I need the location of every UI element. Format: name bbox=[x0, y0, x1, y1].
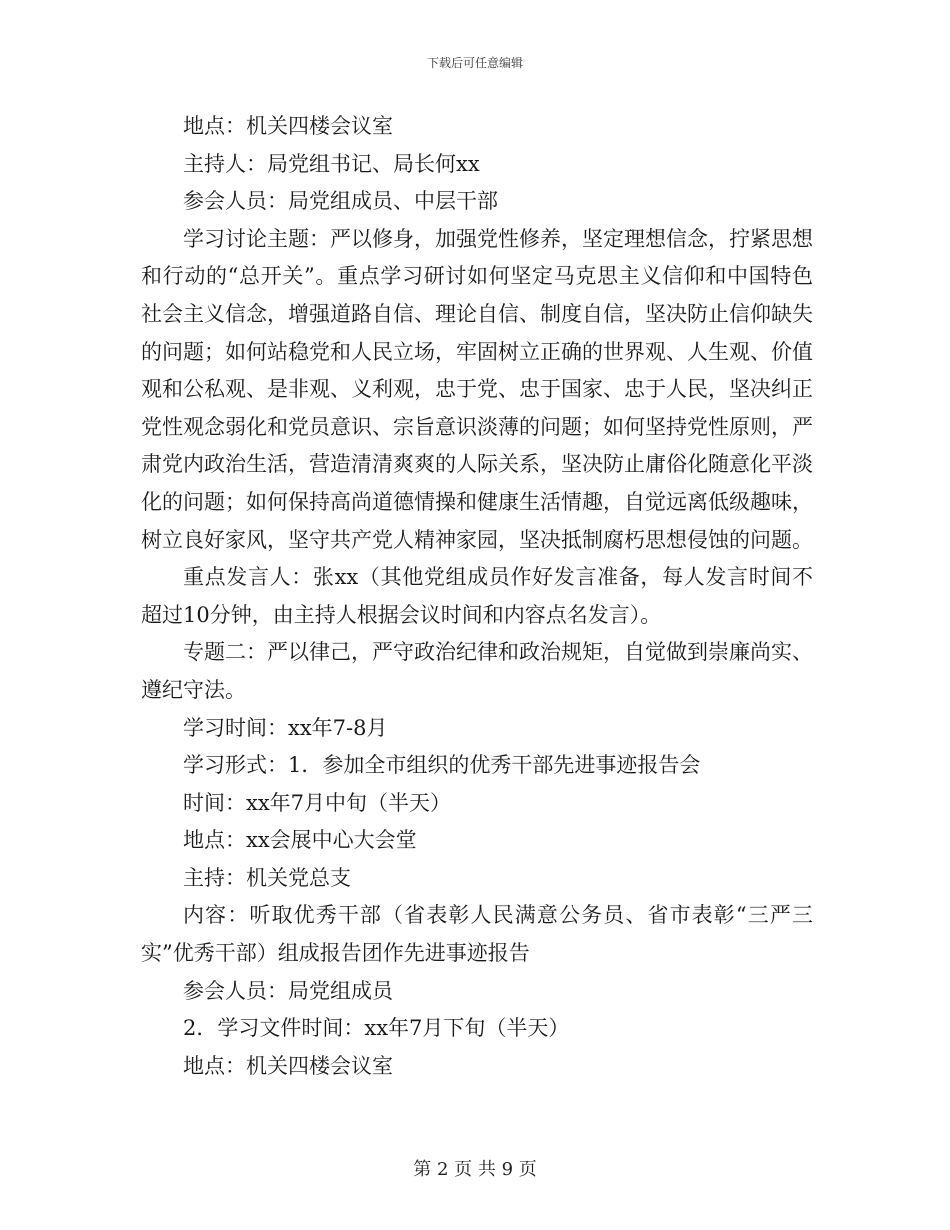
paragraph-topic-two: 专题二：严以律己，严守政治纪律和政治规矩，自觉做到崇廉尚实、遵纪守法。 bbox=[141, 640, 813, 702]
header-text: 下载后可任意编辑 bbox=[426, 56, 523, 70]
paragraph-attendees: 参会人员：局党组成员、中层干部 bbox=[183, 189, 498, 214]
paragraph-study-time: 学习时间：xx年7-8月 bbox=[183, 715, 388, 740]
paragraph-location: 地点：机关四楼会议室 bbox=[183, 114, 393, 138]
paragraph-study-form: 学习形式：1．参加全市组织的优秀干部先进事迹报告会 bbox=[183, 753, 701, 778]
paragraph-attendees-2: 参会人员：局党组成员 bbox=[183, 978, 393, 1003]
paragraph-content: 内容：听取优秀干部（省表彰人民满意公务员、省市表彰“三严三实”优秀干部）组成报告团作先进事迹报告 bbox=[141, 903, 813, 966]
paragraph-host: 主持人：局党组书记、局长何xx bbox=[183, 151, 480, 176]
page-footer bbox=[0, 1155, 950, 1181]
paragraph-document-study-time: 2．学习文件时间：xx年7月下旬（半天） bbox=[183, 1016, 570, 1041]
paragraph-discussion-theme: 学习讨论主题：严以修身，加强党性修养，坚定理想信念，拧紧思想和行动的“总开关”。重点学习研讨如何坚定马克思主义信仰和中国特色社会主义信念，增强道路自信、理论自信、制度自信，坚决防止信仰缺失的问题；如何站稳党和人民立场，牢固树立正确的世界观、人生观、价值观和公私观、是非观、义利观，忠于党、忠于国家、忠于人民，坚决纠正党性观念弱化和党员意识、宗旨意识淡薄的问题；如何坚持党性原则，严肃党内政治生活，营造清清爽爽的人际关系，坚决防止庸俗化随意化平淡化的问题；如何保持高尚道德情操和健康生活情趣，自觉远离低级趣味，树立良好家风，坚守共产党人精神家园，坚决抵制腐朽思想侵蚀的问题。 bbox=[141, 226, 813, 552]
page-header bbox=[0, 54, 950, 71]
page-number: 第 2 页 共 9 页 bbox=[413, 1159, 537, 1180]
document-body bbox=[141, 108, 813, 1085]
paragraph-key-speaker: 重点发言人：张xx（其他党组成员作好发言准备，每人发言时间不超过10分钟，由主持人根据会议时间和内容点名发言）。 bbox=[141, 565, 813, 627]
paragraph-time: 时间：xx年7月中旬（半天） bbox=[183, 790, 452, 815]
paragraph-venue: 地点：xx会展中心大会堂 bbox=[183, 828, 417, 853]
paragraph-organizer: 主持：机关党总支 bbox=[183, 865, 351, 890]
paragraph-location-2: 地点：机关四楼会议室 bbox=[183, 1053, 393, 1078]
